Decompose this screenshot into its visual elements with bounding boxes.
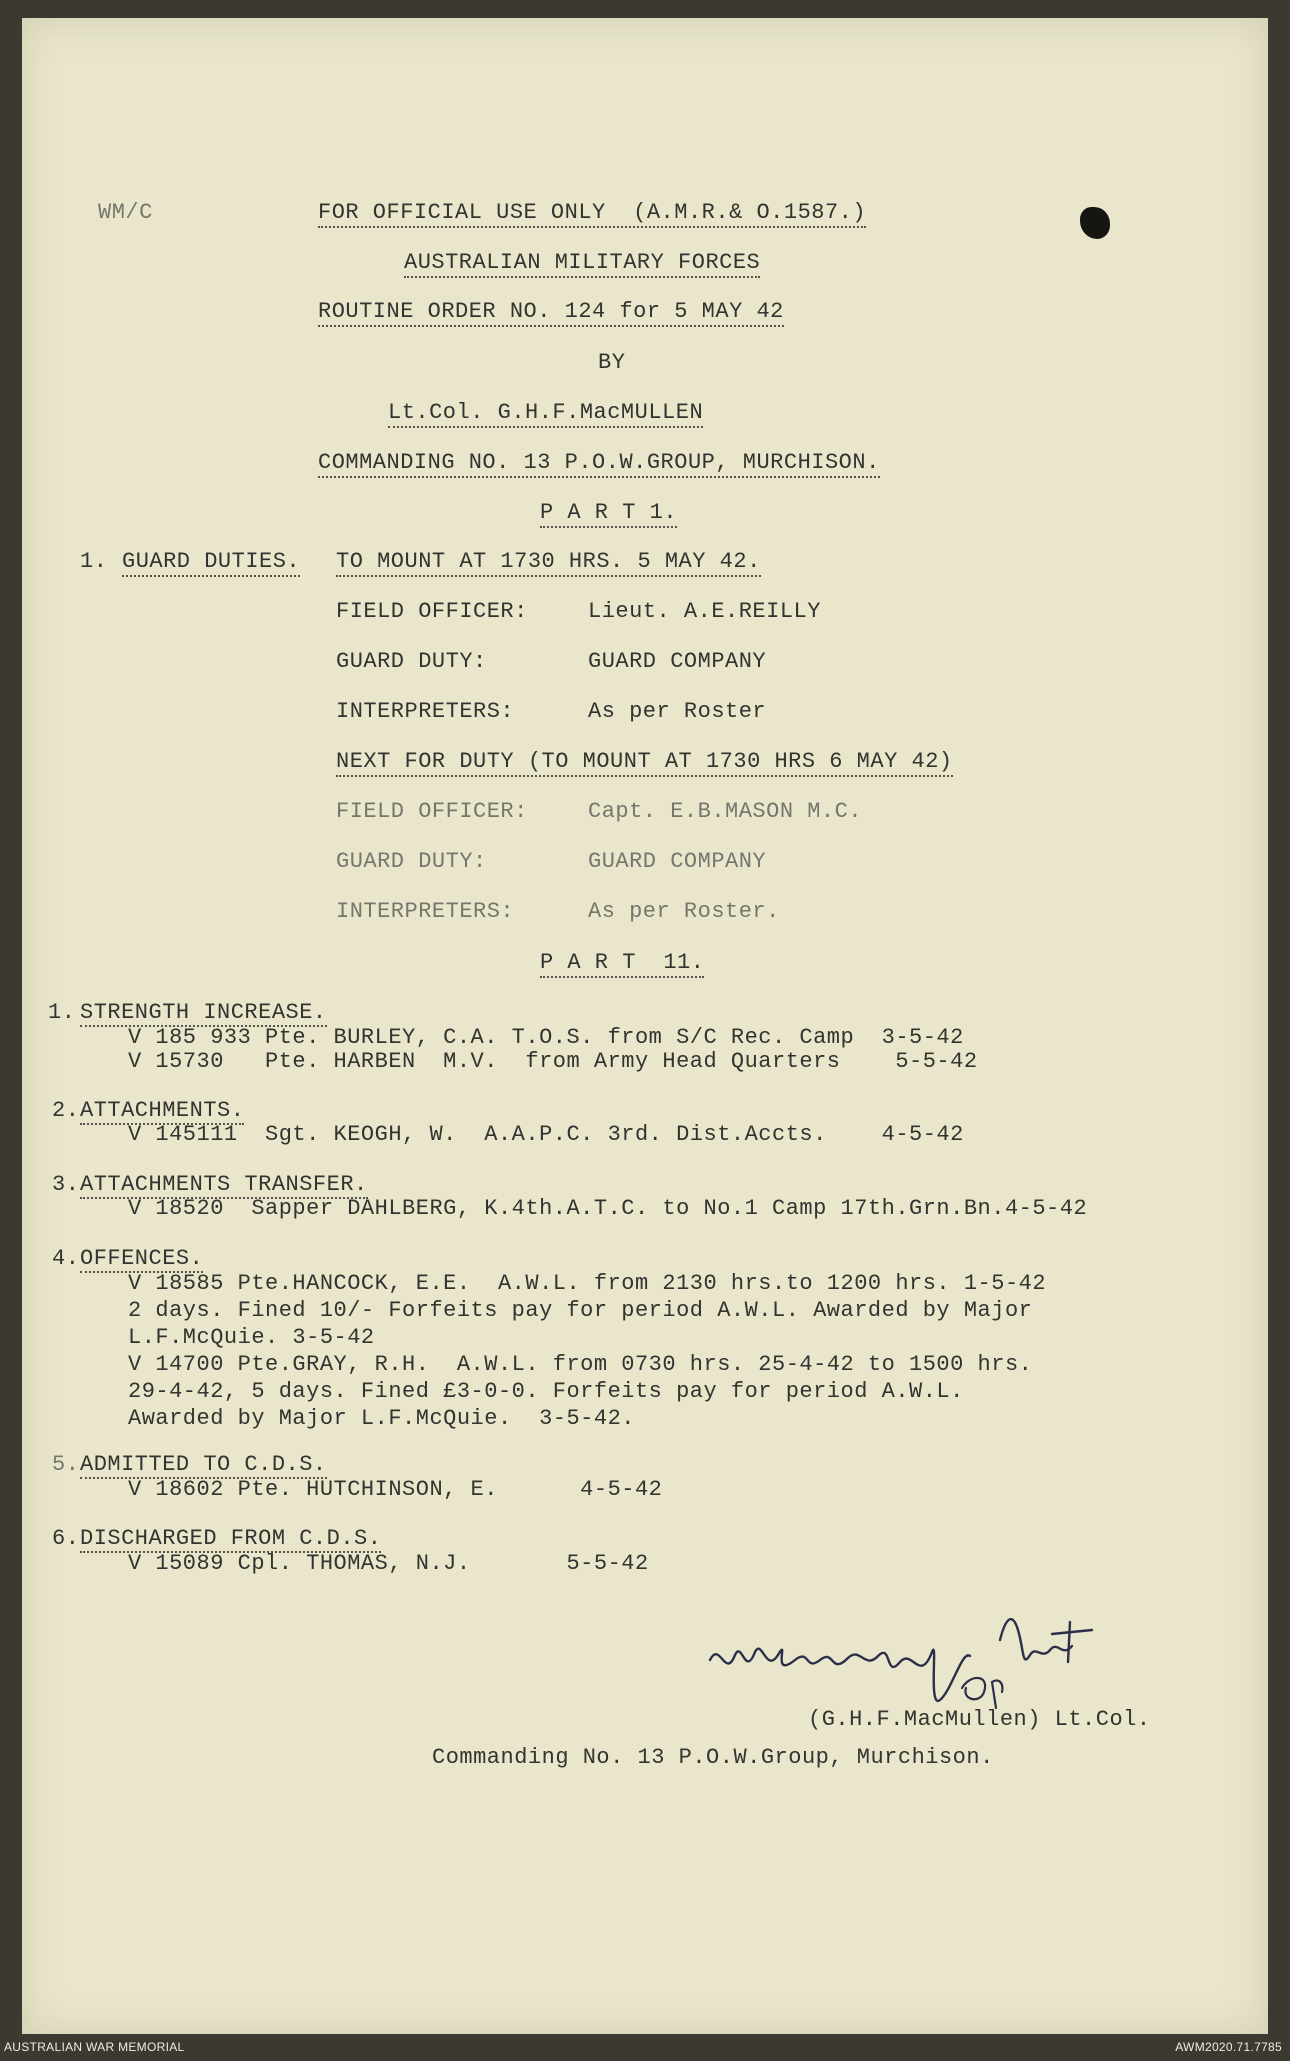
reference-code: WM/C — [98, 200, 153, 225]
duty-value: As per Roster. — [588, 899, 780, 924]
section-heading: DISCHARGED FROM C.D.S. — [80, 1526, 382, 1551]
section-line: V 14700 Pte.GRAY, R.H. A.W.L. from 0730 hrs. 25-4-42 to 1500 hrs. — [128, 1352, 1033, 1377]
part-two-heading: P A R T 11. — [540, 950, 704, 978]
section-number: 4. — [52, 1246, 80, 1271]
duty-label: FIELD OFFICER: — [336, 599, 528, 624]
footer-reference: AWM2020.71.7785 — [1175, 2040, 1282, 2054]
section-number: 1. — [48, 1000, 76, 1025]
duty-label: INTERPRETERS: — [336, 699, 515, 724]
duty-value: GUARD COMPANY — [588, 649, 767, 674]
duty-label: GUARD DUTY: — [336, 649, 487, 674]
next-duty-heading: NEXT FOR DUTY (TO MOUNT AT 1730 HRS 6 MAY 42) — [336, 749, 953, 777]
section-heading: ATTACHMENTS. — [80, 1098, 245, 1123]
section-line: V 18602 Pte. HUTCHINSON, E. 4-5-42 — [128, 1477, 663, 1502]
classification-line: FOR OFFICIAL USE ONLY (A.M.R.& O.1587.) — [318, 200, 866, 228]
duty-label: INTERPRETERS: — [336, 899, 515, 924]
section-line: Awarded by Major L.F.McQuie. 3-5-42. — [128, 1406, 635, 1431]
duty-label: GUARD DUTY: — [336, 849, 487, 874]
commander-name: Lt.Col. G.H.F.MacMULLEN — [388, 400, 703, 428]
footer-archive: AUSTRALIAN WAR MEMORIAL — [4, 2040, 185, 2054]
section-heading: STRENGTH INCREASE. — [80, 1000, 327, 1025]
section-number: 5. — [52, 1452, 80, 1477]
duty-value: Lieut. A.E.REILLY — [588, 599, 821, 624]
duty-value: Capt. E.B.MASON M.C. — [588, 799, 863, 824]
section-line: 2 days. Fined 10/- Forfeits pay for period A.W.L. Awarded by Major — [128, 1298, 1033, 1323]
section-line: V 185 933 Pte. BURLEY, C.A. T.O.S. from S/C Rec. Camp 3-5-42 — [128, 1025, 964, 1050]
section-heading: OFFENCES. — [80, 1246, 204, 1271]
duty-label: FIELD OFFICER: — [336, 799, 528, 824]
section-heading: ATTACHMENTS TRANSFER. — [80, 1172, 368, 1197]
section-line: V 18585 Pte.HANCOCK, E.E. A.W.L. from 2130 hrs.to 1200 hrs. 1-5-42 — [128, 1271, 1047, 1296]
duty-value: As per Roster — [588, 699, 767, 724]
guard-number: 1. — [80, 549, 108, 574]
section-number: 3. — [52, 1172, 80, 1197]
section-heading: ADMITTED TO C.D.S. — [80, 1452, 327, 1477]
signatory-name: (G.H.F.MacMullen) Lt.Col. — [808, 1707, 1151, 1732]
organisation-title: AUSTRALIAN MILITARY FORCES — [404, 250, 760, 278]
duty-value: GUARD COMPANY — [588, 849, 767, 874]
part-one-heading: P A R T 1. — [540, 500, 677, 528]
section-line: V 15730 Pte. HARBEN M.V. from Army Head Quarters 5-5-42 — [128, 1049, 978, 1074]
section-number: 2. — [52, 1098, 80, 1123]
handwritten-signature — [700, 1600, 1170, 1720]
guard-heading: GUARD DUTIES. — [122, 549, 300, 577]
section-line: V 15089 Cpl. THOMAS, N.J. 5-5-42 — [128, 1551, 649, 1576]
section-line: V 145111 Sgt. KEOGH, W. A.A.P.C. 3rd. Dist.Accts. 4-5-42 — [128, 1122, 964, 1147]
by-line: BY — [598, 350, 626, 375]
section-number: 6. — [52, 1526, 80, 1551]
order-title: ROUTINE ORDER NO. 124 for 5 MAY 42 — [318, 299, 784, 327]
section-line: V 18520 Sapper DAHLBERG, K.4th.A.T.C. to No.1 Camp 17th.Grn.Bn.4-5-42 — [128, 1196, 1088, 1221]
signatory-title: Commanding No. 13 P.O.W.Group, Murchison. — [432, 1745, 994, 1770]
section-line: 29-4-42, 5 days. Fined £3-0-0. Forfeits pay for period A.W.L. — [128, 1379, 964, 1404]
guard-mount-time: TO MOUNT AT 1730 HRS. 5 MAY 42. — [336, 549, 761, 577]
command-line: COMMANDING NO. 13 P.O.W.GROUP, MURCHISON. — [318, 450, 880, 478]
section-line: L.F.McQuie. 3-5-42 — [128, 1325, 375, 1350]
